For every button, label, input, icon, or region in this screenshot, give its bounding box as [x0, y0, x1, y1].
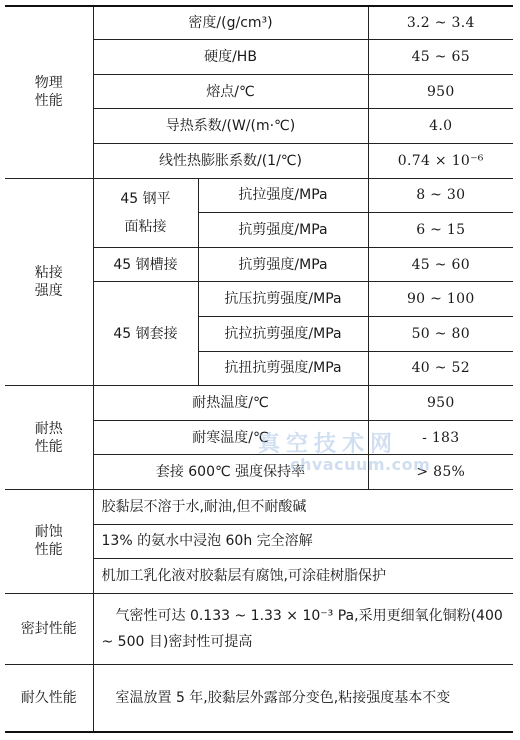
prop-value: 3.2 ~ 3.4	[368, 6, 513, 40]
prop-value: 90 ~ 100	[368, 282, 513, 317]
prop-label: 抗扭抗剪强度/MPa	[198, 351, 368, 386]
bond-type-flat: 45 钢平 面粘接	[93, 178, 198, 247]
prop-value: 0.74 × 10⁻⁶	[368, 143, 513, 178]
table-row	[5, 665, 513, 732]
prop-value: 950	[368, 386, 513, 421]
section-durability: 耐久性能	[5, 665, 93, 732]
prop-label: 线性热膨胀系数/(1/℃)	[93, 143, 368, 178]
prop-label: 抗压抗剪强度/MPa	[198, 282, 368, 317]
prop-value: > 85%	[368, 455, 513, 490]
prop-label: 硬度/HB	[93, 40, 368, 75]
prop-value: 4.0	[368, 109, 513, 144]
prop-label: 密度/(g/cm³)	[93, 6, 368, 40]
section-physical: 物理 性能	[5, 6, 93, 178]
table-row	[5, 593, 513, 664]
prop-value: 40 ~ 52	[368, 351, 513, 386]
bond-type-sleeve: 45 钢套接	[93, 282, 198, 386]
section-corrosion: 耐蚀 性能	[5, 490, 93, 594]
prop-label: 导热系数/(W/(m·℃)	[93, 109, 368, 144]
prop-label: 抗拉抗剪强度/MPa	[198, 316, 368, 351]
table-row	[5, 490, 513, 525]
prop-label: 耐热温度/℃	[93, 386, 368, 421]
prop-label: 套接 600℃ 强度保持率	[93, 455, 368, 490]
prop-label: 抗剪强度/MPa	[198, 247, 368, 282]
section-heat: 耐热 性能	[5, 386, 93, 490]
corrosion-text: 机加工乳化液对胶黏层有腐蚀,可涂硅树脂保护	[93, 559, 513, 594]
section-seal: 密封性能	[5, 593, 93, 664]
prop-label: 抗拉强度/MPa	[198, 178, 368, 213]
section-bond: 粘接 强度	[5, 178, 93, 386]
prop-value: 6 ~ 15	[368, 213, 513, 248]
table-row	[5, 386, 513, 421]
prop-label: 抗剪强度/MPa	[198, 213, 368, 248]
prop-value: 50 ~ 80	[368, 316, 513, 351]
prop-value: 950	[368, 74, 513, 109]
prop-value: 45 ~ 60	[368, 247, 513, 282]
seal-text: 气密性可达 0.133 ~ 1.33 × 10⁻³ Pa,采用更细氧化铜粉(400 ~ 500 目)密封性可提高	[93, 593, 513, 664]
durability-text: 室温放置 5 年,胶黏层外露部分变色,粘接强度基本不变	[93, 665, 513, 732]
table-row	[5, 6, 513, 40]
prop-label: 熔点/℃	[93, 74, 368, 109]
corrosion-text: 胶黏层不溶于水,耐油,但不耐酸碱	[93, 490, 513, 525]
prop-value: - 183	[368, 420, 513, 455]
prop-value: 45 ~ 65	[368, 40, 513, 75]
prop-value: 8 ~ 30	[368, 178, 513, 213]
prop-label: 耐寒温度/℃	[93, 420, 368, 455]
properties-table	[5, 5, 513, 733]
bond-type-groove: 45 钢槽接	[93, 247, 198, 282]
corrosion-text: 13% 的氨水中浸泡 60h 完全溶解	[93, 524, 513, 559]
watermark-url: chvacuum.com	[290, 455, 431, 474]
table-row	[5, 178, 513, 213]
watermark-logo: 真空技术网	[258, 432, 399, 457]
